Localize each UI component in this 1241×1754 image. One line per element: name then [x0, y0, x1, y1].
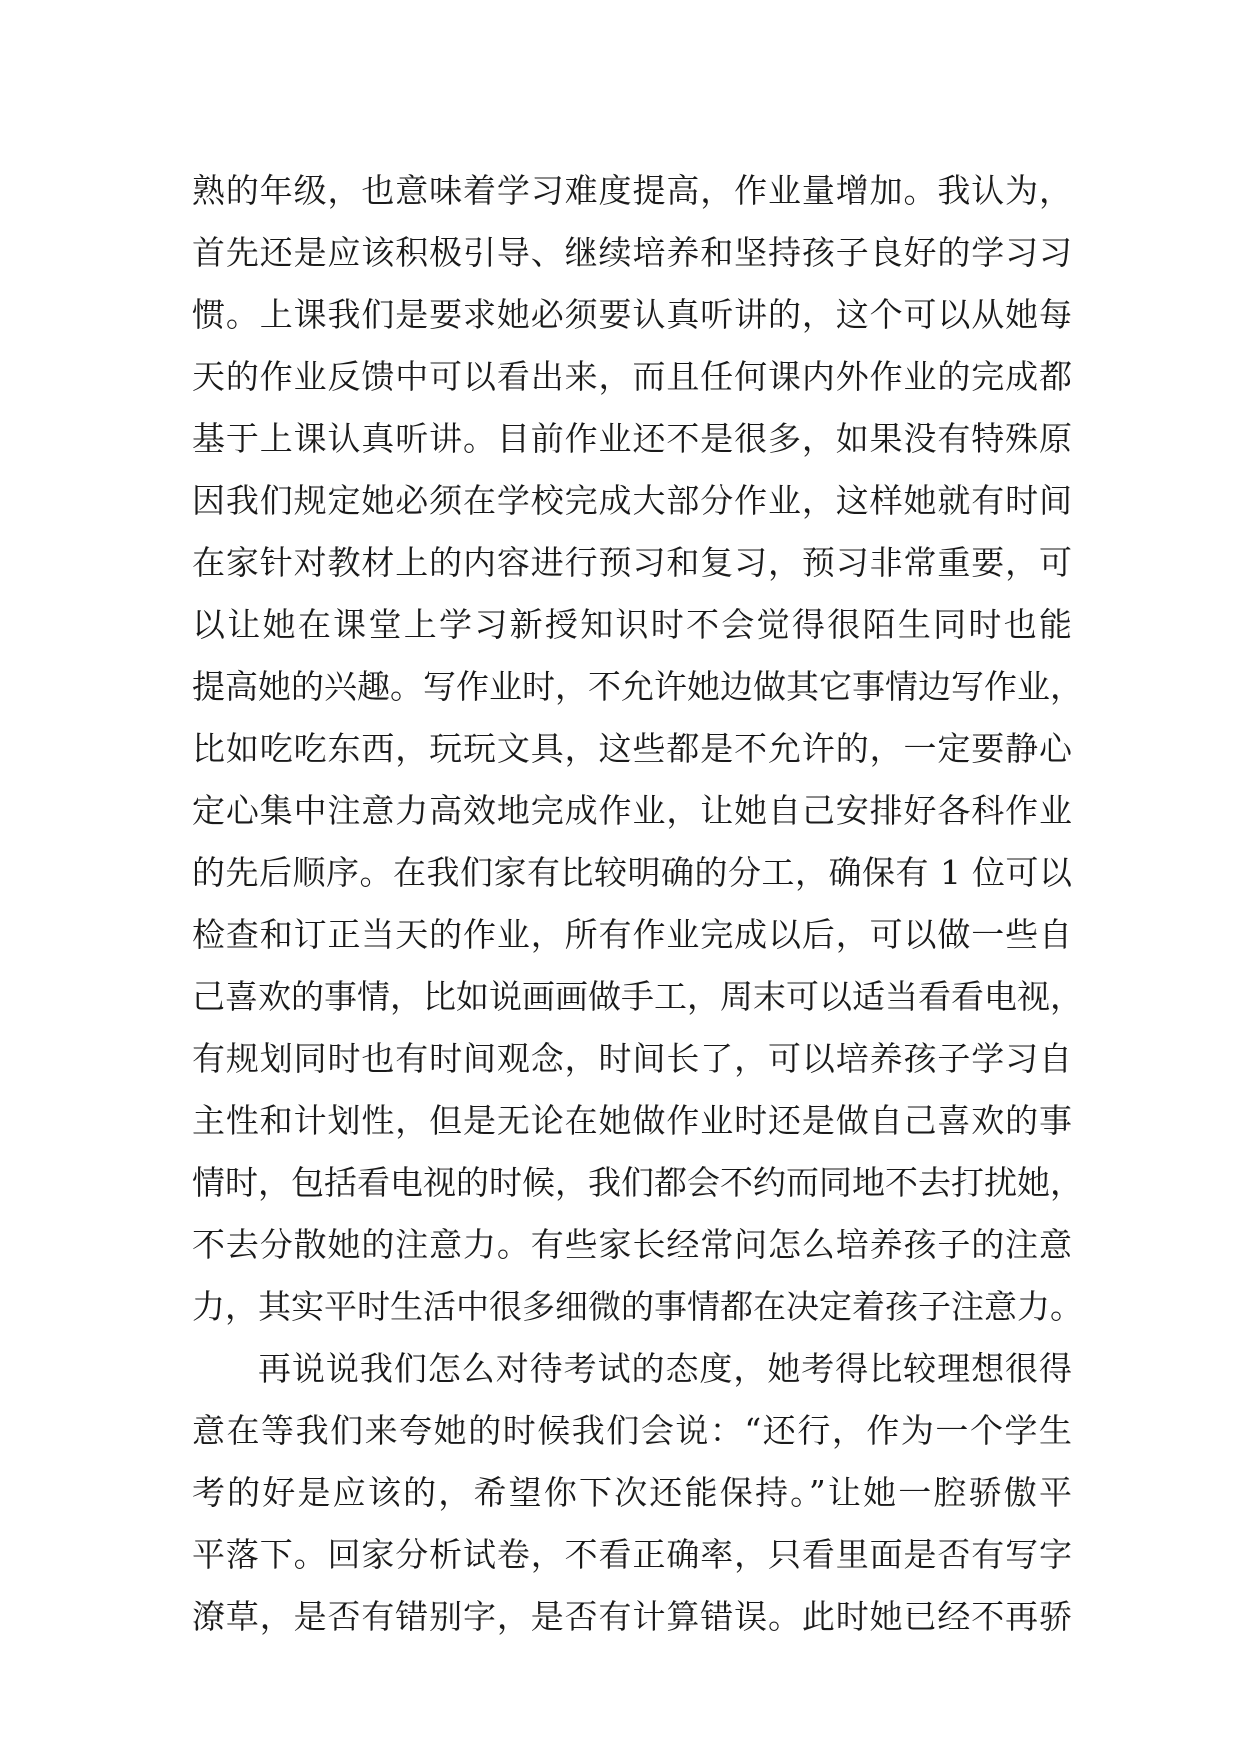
- text-line: 再说说我们怎么对待考试的态度，她考得比较理想很得: [258, 1349, 1072, 1388]
- text-line: 比如吃吃东西，玩玩文具，这些都是不允许的，一定要静心: [192, 729, 1072, 768]
- text-line: 潦草，是否有错别字，是否有计算错误。此时她已经不再骄: [192, 1597, 1072, 1636]
- text-line: 力，其实平时生活中很多细微的事情都在决定着孩子注意力。: [192, 1287, 1083, 1326]
- body-text: [192, 160, 1083, 1648]
- text-line: 首先还是应该积极引导、继续培养和坚持孩子良好的学习习: [192, 233, 1072, 272]
- text-line: 己喜欢的事情，比如说画画做手工，周末可以适当看看电视，: [192, 977, 1083, 1016]
- text-line: 情时，包括看电视的时候，我们都会不约而同地不去打扰她，: [192, 1163, 1083, 1202]
- text-line: 意在等我们来夸她的时候我们会说：“还行，作为一个学生: [192, 1411, 1072, 1450]
- text-line: 熟的年级，也意味着学习难度提高，作业量增加。我认为，: [192, 171, 1072, 210]
- text-line: 有规划同时也有时间观念，时间长了，可以培养孩子学习自: [192, 1039, 1072, 1078]
- text-line: 提高她的兴趣。写作业时，不允许她边做其它事情边写作业，: [192, 667, 1083, 706]
- text-line: 考的好是应该的，希望你下次还能保持。”让她一腔骄傲平: [192, 1473, 1072, 1512]
- text-line: 因我们规定她必须在学校完成大部分作业，这样她就有时间: [192, 481, 1072, 520]
- text-line: 在家针对教材上的内容进行预习和复习，预习非常重要，可: [192, 543, 1072, 582]
- text-line: 基于上课认真听讲。目前作业还不是很多，如果没有特殊原: [192, 419, 1072, 458]
- text-line: 天的作业反馈中可以看出来，而且任何课内外作业的完成都: [192, 357, 1072, 396]
- text-line: 平落下。回家分析试卷，不看正确率，只看里面是否有写字: [192, 1535, 1072, 1574]
- text-line: 检查和订正当天的作业，所有作业完成以后，可以做一些自: [192, 915, 1072, 954]
- text-line: 惯。上课我们是要求她必须要认真听讲的，这个可以从她每: [192, 295, 1072, 334]
- text-line: 不去分散她的注意力。有些家长经常问怎么培养孩子的注意: [192, 1225, 1072, 1264]
- text-line: 的先后顺序。在我们家有比较明确的分工，确保有 1 位可以: [192, 853, 1072, 892]
- text-line: 定心集中注意力高效地完成作业，让她自己安排好各科作业: [192, 791, 1072, 830]
- text-line: 以让她在课堂上学习新授知识时不会觉得很陌生同时也能: [192, 605, 1072, 644]
- text-line: 主性和计划性，但是无论在她做作业时还是做自己喜欢的事: [192, 1101, 1072, 1140]
